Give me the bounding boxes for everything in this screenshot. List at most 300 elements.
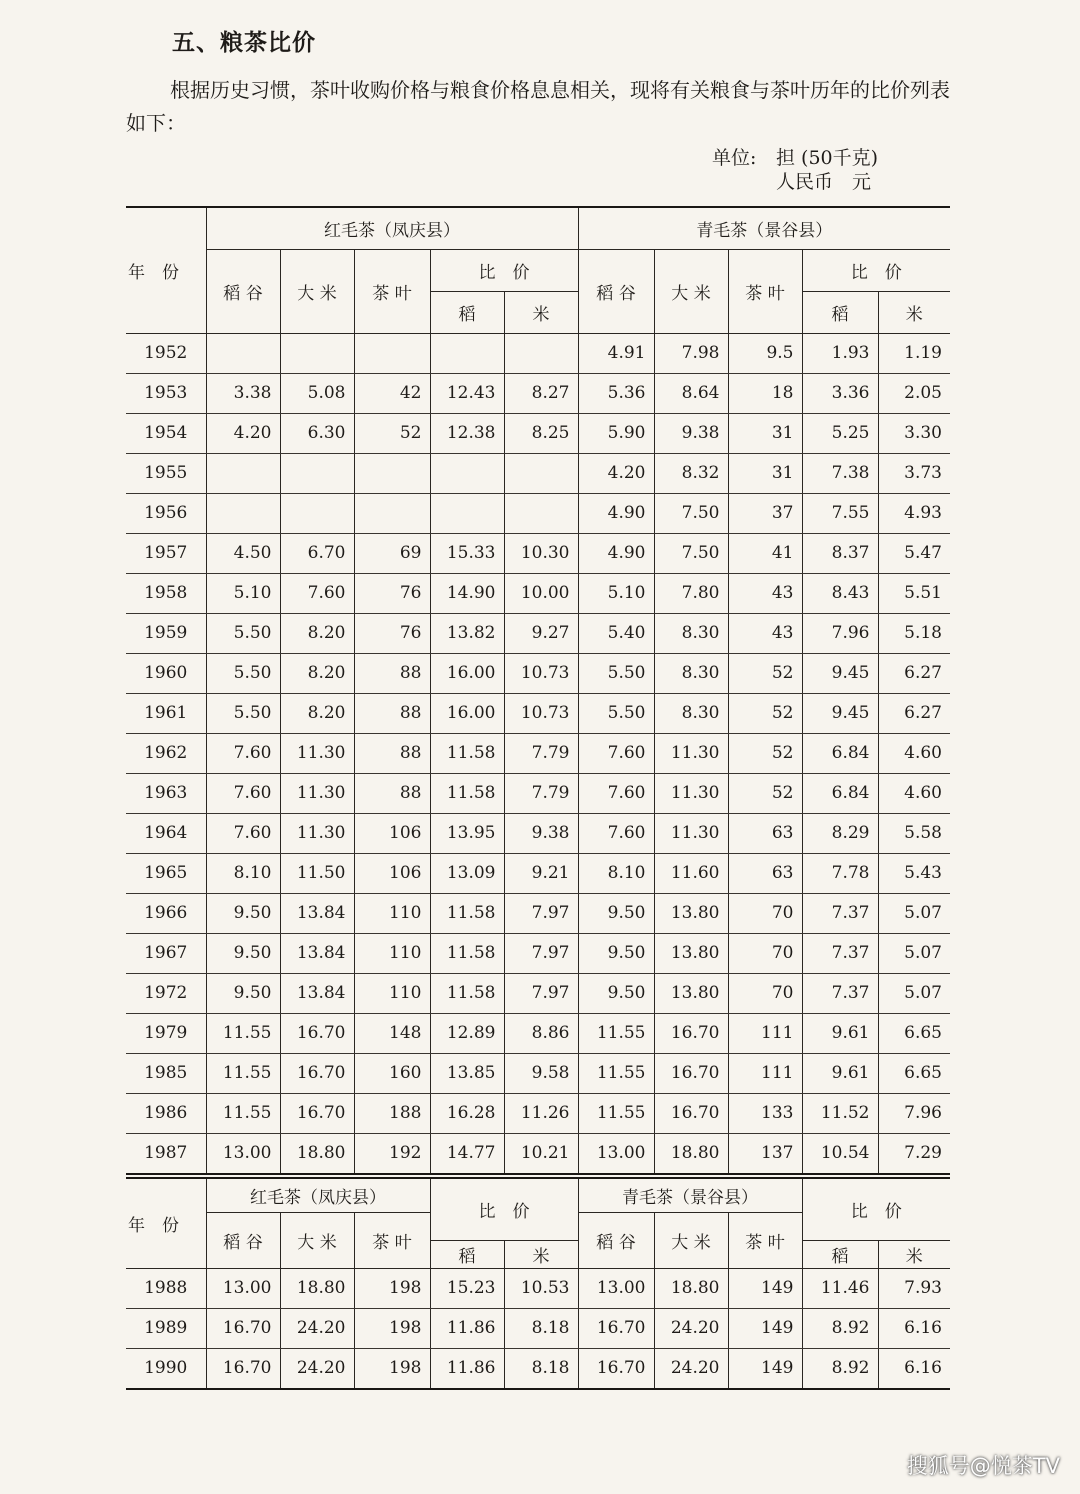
value-cell: 8.43: [802, 573, 878, 613]
year-cell: 1972: [126, 973, 206, 1013]
col-header-tea: 茶 叶: [728, 1212, 802, 1268]
value-cell: 11.58: [430, 733, 504, 773]
value-cell: [354, 333, 430, 373]
value-cell: 70: [728, 973, 802, 1013]
value-cell: 5.43: [878, 853, 950, 893]
value-cell: [280, 493, 354, 533]
unit-values: [776, 146, 878, 194]
group-header-red-tea: 红毛茶（凤庆县）: [206, 1178, 430, 1212]
value-cell: 5.10: [206, 573, 280, 613]
col-header-ratio-rice: 米: [878, 1240, 950, 1268]
value-cell: 7.60: [578, 813, 654, 853]
table-row: [126, 1308, 950, 1348]
value-cell: 7.60: [206, 813, 280, 853]
col-header-rice: 大 米: [654, 1212, 728, 1268]
value-cell: 110: [354, 893, 430, 933]
value-cell: 9.61: [802, 1013, 878, 1053]
value-cell: 9.50: [206, 973, 280, 1013]
value-cell: 9.5: [728, 333, 802, 373]
value-cell: 8.92: [802, 1308, 878, 1348]
value-cell: 6.84: [802, 733, 878, 773]
value-cell: 7.37: [802, 973, 878, 1013]
value-cell: 9.50: [206, 933, 280, 973]
value-cell: 5.58: [878, 813, 950, 853]
value-cell: 16.70: [206, 1308, 280, 1348]
year-cell: 1958: [126, 573, 206, 613]
value-cell: 8.30: [654, 653, 728, 693]
value-cell: 10.73: [504, 693, 578, 733]
value-cell: 4.91: [578, 333, 654, 373]
value-cell: 70: [728, 893, 802, 933]
value-cell: 11.58: [430, 973, 504, 1013]
table-row: [126, 693, 950, 733]
year-cell: 1990: [126, 1348, 206, 1389]
value-cell: 5.25: [802, 413, 878, 453]
value-cell: [504, 333, 578, 373]
value-cell: 16.70: [280, 1093, 354, 1133]
value-cell: 9.50: [578, 973, 654, 1013]
table-row: [126, 1268, 950, 1308]
value-cell: 16.70: [280, 1013, 354, 1053]
value-cell: 149: [728, 1268, 802, 1308]
value-cell: 31: [728, 413, 802, 453]
value-cell: 8.27: [504, 373, 578, 413]
value-cell: 6.84: [802, 773, 878, 813]
value-cell: 13.85: [430, 1053, 504, 1093]
value-cell: 8.10: [206, 853, 280, 893]
value-cell: 7.98: [654, 333, 728, 373]
value-cell: 111: [728, 1013, 802, 1053]
value-cell: 16.70: [578, 1348, 654, 1389]
value-cell: 12.38: [430, 413, 504, 453]
value-cell: 6.27: [878, 693, 950, 733]
col-header-ratio: 比 价: [802, 1178, 950, 1240]
value-cell: 88: [354, 733, 430, 773]
value-cell: 8.86: [504, 1013, 578, 1053]
col-header-ratio-paddy: 稻: [430, 291, 504, 333]
year-cell: 1962: [126, 733, 206, 773]
value-cell: 4.50: [206, 533, 280, 573]
col-header-ratio: 比 价: [802, 249, 950, 291]
value-cell: 8.30: [654, 693, 728, 733]
value-cell: 137: [728, 1133, 802, 1174]
value-cell: 6.65: [878, 1053, 950, 1093]
table-row: [126, 613, 950, 653]
value-cell: 42: [354, 373, 430, 413]
value-cell: 7.60: [206, 773, 280, 813]
value-cell: 7.29: [878, 1133, 950, 1174]
year-cell: 1967: [126, 933, 206, 973]
table-row: [126, 573, 950, 613]
value-cell: 11.55: [578, 1093, 654, 1133]
value-cell: 11.58: [430, 893, 504, 933]
value-cell: 11.26: [504, 1093, 578, 1133]
col-header-rice: 大 米: [654, 249, 728, 333]
table-row: [126, 653, 950, 693]
value-cell: 7.93: [878, 1268, 950, 1308]
value-cell: 7.97: [504, 893, 578, 933]
value-cell: 7.78: [802, 853, 878, 893]
value-cell: 88: [354, 653, 430, 693]
year-cell: 1953: [126, 373, 206, 413]
value-cell: 106: [354, 813, 430, 853]
value-cell: 11.60: [654, 853, 728, 893]
value-cell: 6.65: [878, 1013, 950, 1053]
value-cell: 7.60: [578, 773, 654, 813]
value-cell: 13.00: [206, 1268, 280, 1308]
value-cell: 8.92: [802, 1348, 878, 1389]
value-cell: 8.10: [578, 853, 654, 893]
value-cell: [504, 493, 578, 533]
value-cell: 9.45: [802, 653, 878, 693]
year-cell: 1959: [126, 613, 206, 653]
col-header-paddy: 稻 谷: [578, 1212, 654, 1268]
value-cell: 52: [728, 733, 802, 773]
col-header-ratio: 比 价: [430, 249, 578, 291]
value-cell: 13.00: [206, 1133, 280, 1174]
col-header-paddy: 稻 谷: [206, 249, 280, 333]
value-cell: 9.50: [206, 893, 280, 933]
value-cell: 15.33: [430, 533, 504, 573]
value-cell: 4.20: [578, 453, 654, 493]
col-header-paddy: 稻 谷: [578, 249, 654, 333]
value-cell: 11.50: [280, 853, 354, 893]
value-cell: 9.61: [802, 1053, 878, 1093]
value-cell: 18.80: [280, 1133, 354, 1174]
value-cell: 43: [728, 573, 802, 613]
value-cell: 198: [354, 1268, 430, 1308]
value-cell: [354, 453, 430, 493]
col-header-ratio: 比 价: [430, 1178, 578, 1240]
value-cell: 7.55: [802, 493, 878, 533]
table-row: [126, 813, 950, 853]
value-cell: 9.58: [504, 1053, 578, 1093]
table-row: [126, 773, 950, 813]
unit-label: 单位:: [712, 147, 757, 169]
value-cell: 2.05: [878, 373, 950, 413]
value-cell: 5.50: [206, 613, 280, 653]
value-cell: 5.50: [206, 693, 280, 733]
year-cell: 1989: [126, 1308, 206, 1348]
unit-line-1: 担 (50千克): [776, 147, 879, 169]
value-cell: [280, 333, 354, 373]
value-cell: 13.84: [280, 933, 354, 973]
value-cell: 5.07: [878, 973, 950, 1013]
value-cell: 8.20: [280, 613, 354, 653]
group-header-red-tea: 红毛茶（凤庆县）: [206, 207, 578, 249]
value-cell: 8.32: [654, 453, 728, 493]
value-cell: 14.77: [430, 1133, 504, 1174]
year-header: 年 份: [126, 1178, 206, 1268]
value-cell: 5.36: [578, 373, 654, 413]
col-header-paddy: 稻 谷: [206, 1212, 280, 1268]
year-cell: 1956: [126, 493, 206, 533]
value-cell: 5.07: [878, 933, 950, 973]
value-cell: 11.58: [430, 933, 504, 973]
value-cell: 8.37: [802, 533, 878, 573]
value-cell: 106: [354, 853, 430, 893]
year-cell: 1988: [126, 1268, 206, 1308]
value-cell: 7.79: [504, 773, 578, 813]
value-cell: 76: [354, 613, 430, 653]
value-cell: 3.38: [206, 373, 280, 413]
unit-note: [712, 146, 878, 194]
col-header-tea: 茶 叶: [728, 249, 802, 333]
value-cell: 88: [354, 773, 430, 813]
value-cell: 5.90: [578, 413, 654, 453]
value-cell: 10.53: [504, 1268, 578, 1308]
value-cell: 43: [728, 613, 802, 653]
value-cell: 7.97: [504, 973, 578, 1013]
value-cell: 13.82: [430, 613, 504, 653]
value-cell: 7.97: [504, 933, 578, 973]
value-cell: 3.36: [802, 373, 878, 413]
table-row: [126, 733, 950, 773]
value-cell: 24.20: [654, 1308, 728, 1348]
value-cell: 11.30: [280, 733, 354, 773]
year-cell: 1985: [126, 1053, 206, 1093]
table-row: [126, 1053, 950, 1093]
section-heading: 五、粮茶比价: [172, 30, 316, 56]
year-cell: 1954: [126, 413, 206, 453]
table-row: [126, 333, 950, 373]
value-cell: 7.38: [802, 453, 878, 493]
table-row: [126, 413, 950, 453]
value-cell: 70: [728, 933, 802, 973]
price-ratio-table-1: [126, 206, 950, 1175]
value-cell: 149: [728, 1348, 802, 1389]
value-cell: 16.28: [430, 1093, 504, 1133]
value-cell: 15.23: [430, 1268, 504, 1308]
value-cell: 12.43: [430, 373, 504, 413]
value-cell: 8.20: [280, 653, 354, 693]
table-row: [126, 1133, 950, 1174]
value-cell: 4.60: [878, 733, 950, 773]
value-cell: 6.70: [280, 533, 354, 573]
col-header-tea: 茶 叶: [354, 1212, 430, 1268]
year-cell: 1964: [126, 813, 206, 853]
table-row: [126, 453, 950, 493]
value-cell: 8.18: [504, 1308, 578, 1348]
value-cell: 10.73: [504, 653, 578, 693]
value-cell: 5.07: [878, 893, 950, 933]
value-cell: 18.80: [280, 1268, 354, 1308]
value-cell: [354, 493, 430, 533]
value-cell: 8.29: [802, 813, 878, 853]
watermark: 搜狐号@悦茶TV: [906, 1454, 1060, 1478]
value-cell: 13.95: [430, 813, 504, 853]
value-cell: 11.30: [280, 813, 354, 853]
value-cell: 13.84: [280, 893, 354, 933]
unit-line-2: 人民币 元: [776, 171, 872, 193]
value-cell: 9.38: [504, 813, 578, 853]
value-cell: 198: [354, 1348, 430, 1389]
value-cell: 11.55: [578, 1013, 654, 1053]
table-row: [126, 893, 950, 933]
value-cell: 9.45: [802, 693, 878, 733]
value-cell: 11.58: [430, 773, 504, 813]
value-cell: 192: [354, 1133, 430, 1174]
value-cell: 7.79: [504, 733, 578, 773]
value-cell: 5.47: [878, 533, 950, 573]
value-cell: 8.30: [654, 613, 728, 653]
value-cell: 8.25: [504, 413, 578, 453]
value-cell: 63: [728, 813, 802, 853]
value-cell: 41: [728, 533, 802, 573]
value-cell: [206, 333, 280, 373]
col-header-ratio-paddy: 稻: [802, 291, 878, 333]
col-header-ratio-rice: 米: [504, 291, 578, 333]
group-header-green-tea: 青毛茶（景谷县）: [578, 207, 950, 249]
value-cell: 5.10: [578, 573, 654, 613]
value-cell: [430, 493, 504, 533]
table-row: [126, 1093, 950, 1133]
value-cell: 6.30: [280, 413, 354, 453]
col-header-rice: 大 米: [280, 249, 354, 333]
value-cell: 16.70: [654, 1093, 728, 1133]
value-cell: 7.96: [802, 613, 878, 653]
value-cell: 10.30: [504, 533, 578, 573]
year-cell: 1961: [126, 693, 206, 733]
value-cell: 11.55: [206, 1053, 280, 1093]
value-cell: 111: [728, 1053, 802, 1093]
value-cell: [430, 333, 504, 373]
value-cell: 37: [728, 493, 802, 533]
value-cell: 133: [728, 1093, 802, 1133]
value-cell: 24.20: [654, 1348, 728, 1389]
value-cell: 76: [354, 573, 430, 613]
col-header-ratio-paddy: 稻: [430, 1240, 504, 1268]
table-row: [126, 493, 950, 533]
value-cell: 6.16: [878, 1348, 950, 1389]
value-cell: 13.80: [654, 893, 728, 933]
value-cell: 16.00: [430, 693, 504, 733]
value-cell: 3.30: [878, 413, 950, 453]
value-cell: 18.80: [654, 1133, 728, 1174]
value-cell: 11.30: [654, 773, 728, 813]
col-header-ratio-rice: 米: [878, 291, 950, 333]
group-header-green-tea: 青毛茶（景谷县）: [578, 1178, 802, 1212]
value-cell: 4.20: [206, 413, 280, 453]
value-cell: 9.50: [578, 933, 654, 973]
year-cell: 1986: [126, 1093, 206, 1133]
value-cell: 16.00: [430, 653, 504, 693]
value-cell: 198: [354, 1308, 430, 1348]
value-cell: 11.30: [280, 773, 354, 813]
table-row: [126, 1348, 950, 1389]
value-cell: [504, 453, 578, 493]
value-cell: 52: [728, 773, 802, 813]
value-cell: 11.86: [430, 1348, 504, 1389]
value-cell: 188: [354, 1093, 430, 1133]
value-cell: 9.21: [504, 853, 578, 893]
value-cell: 5.40: [578, 613, 654, 653]
intro-paragraph: 根据历史习惯，茶叶收购价格与粮食价格息息相关，现将有关粮食与茶叶历年的比价列表如下：: [126, 78, 950, 135]
value-cell: 11.86: [430, 1308, 504, 1348]
value-cell: 3.73: [878, 453, 950, 493]
value-cell: 9.50: [578, 893, 654, 933]
value-cell: 11.55: [578, 1053, 654, 1093]
value-cell: 18.80: [654, 1268, 728, 1308]
value-cell: [206, 493, 280, 533]
value-cell: 16.70: [280, 1053, 354, 1093]
value-cell: 4.90: [578, 533, 654, 573]
value-cell: 88: [354, 693, 430, 733]
value-cell: 4.93: [878, 493, 950, 533]
value-cell: 11.30: [654, 733, 728, 773]
value-cell: 7.80: [654, 573, 728, 613]
value-cell: 13.80: [654, 933, 728, 973]
value-cell: 7.50: [654, 533, 728, 573]
year-cell: 1979: [126, 1013, 206, 1053]
value-cell: 7.60: [280, 573, 354, 613]
value-cell: 13.84: [280, 973, 354, 1013]
year-cell: 1960: [126, 653, 206, 693]
value-cell: 14.90: [430, 573, 504, 613]
value-cell: 5.08: [280, 373, 354, 413]
value-cell: 1.19: [878, 333, 950, 373]
value-cell: 13.00: [578, 1268, 654, 1308]
value-cell: 31: [728, 453, 802, 493]
value-cell: 52: [728, 693, 802, 733]
value-cell: 10.00: [504, 573, 578, 613]
value-cell: 11.52: [802, 1093, 878, 1133]
value-cell: 7.37: [802, 933, 878, 973]
value-cell: 11.55: [206, 1013, 280, 1053]
value-cell: 52: [354, 413, 430, 453]
col-header-tea: 茶 叶: [354, 249, 430, 333]
value-cell: 5.50: [578, 693, 654, 733]
year-cell: 1955: [126, 453, 206, 493]
value-cell: 16.70: [206, 1348, 280, 1389]
table-row: [126, 373, 950, 413]
value-cell: 24.20: [280, 1308, 354, 1348]
value-cell: 18: [728, 373, 802, 413]
value-cell: 13.09: [430, 853, 504, 893]
value-cell: 110: [354, 933, 430, 973]
table-row: [126, 1013, 950, 1053]
value-cell: 69: [354, 533, 430, 573]
table-row: [126, 533, 950, 573]
table-row: [126, 853, 950, 893]
value-cell: 7.96: [878, 1093, 950, 1133]
value-cell: [280, 453, 354, 493]
value-cell: 148: [354, 1013, 430, 1053]
year-cell: 1965: [126, 853, 206, 893]
value-cell: 24.20: [280, 1348, 354, 1389]
table-row: [126, 933, 950, 973]
value-cell: 1.93: [802, 333, 878, 373]
value-cell: 12.89: [430, 1013, 504, 1053]
value-cell: 5.18: [878, 613, 950, 653]
value-cell: [430, 453, 504, 493]
value-cell: 7.60: [206, 733, 280, 773]
value-cell: 160: [354, 1053, 430, 1093]
value-cell: 9.27: [504, 613, 578, 653]
value-cell: 11.46: [802, 1268, 878, 1308]
value-cell: 63: [728, 853, 802, 893]
value-cell: 8.20: [280, 693, 354, 733]
value-cell: 52: [728, 653, 802, 693]
col-header-ratio-paddy: 稻: [802, 1240, 878, 1268]
value-cell: 5.50: [578, 653, 654, 693]
value-cell: 16.70: [578, 1308, 654, 1348]
value-cell: 13.00: [578, 1133, 654, 1174]
col-header-rice: 大 米: [280, 1212, 354, 1268]
price-ratio-table-2: [126, 1177, 950, 1390]
value-cell: 4.60: [878, 773, 950, 813]
value-cell: 7.60: [578, 733, 654, 773]
